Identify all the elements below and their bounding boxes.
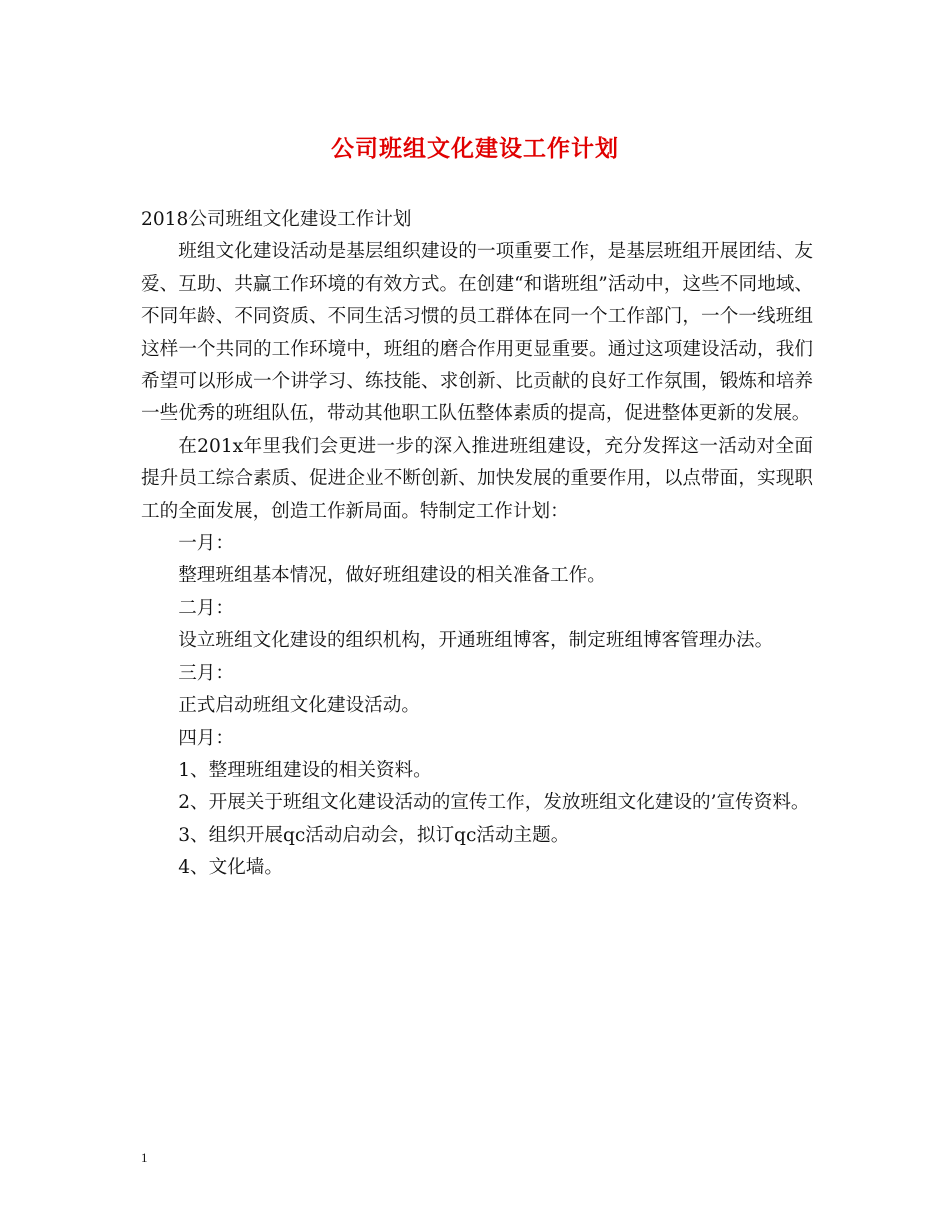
document-body (141, 204, 813, 885)
plan-paragraph: 在201x年里我们会更进一步的深入推进班组建设，充分发挥这一活动对全面提升员工综合素质、促进企业不断创新、加快发展的重要作用，以点带面，实现职工的全面发展，创造工作新局面。特制定工作计划： (141, 435, 813, 522)
month-heading-march: 三月： (178, 662, 234, 684)
april-task-4: 4、文化墙。 (178, 857, 283, 879)
subtitle-line: 2018公司班组文化建设工作计划 (141, 209, 412, 230)
month-heading-january: 一月： (178, 533, 234, 555)
month-heading-february: 二月： (178, 597, 234, 619)
march-task: 正式启动班组文化建设活动。 (178, 695, 420, 717)
document-title: 公司班组文化建设工作计划 (331, 135, 619, 162)
april-task-3: 3、组织开展qc活动启动会，拟订qc活动主题。 (178, 824, 570, 846)
april-task-1: 1、整理班组建设的相关资料。 (178, 759, 432, 781)
page-number: 1 (141, 1150, 148, 1165)
january-task: 整理班组基本情况，做好班组建设的相关准备工作。 (178, 565, 606, 587)
february-task: 设立班组文化建设的组织机构，开通班组博客，制定班组博客管理办法。 (178, 630, 774, 652)
intro-paragraph: 班组文化建设活动是基层组织建设的一项重要工作，是基层班组开展团结、友爱、互助、共赢工作环境的有效方式。在创建“和谐班组”活动中，这些不同地域、不同年龄、不同资质、不同生活习惯的员工群体在同一个工作部门，一个一线班组这样一个共同的工作环境中，班组的磨合作用更显重要。通过这项建设活动，我们希望可以形成一个讲学习、练技能、求创新、比贡献的良好工作氛围，锻炼和培养一些优秀的班组队伍，带动其他职工队伍整体素质的提高，促进整体更新的发展。 (141, 241, 813, 425)
april-task-2: 2、开展关于班组文化建设活动的宣传工作，发放班组文化建设的’宣传资料。 (178, 792, 810, 814)
month-heading-april: 四月： (178, 727, 234, 749)
